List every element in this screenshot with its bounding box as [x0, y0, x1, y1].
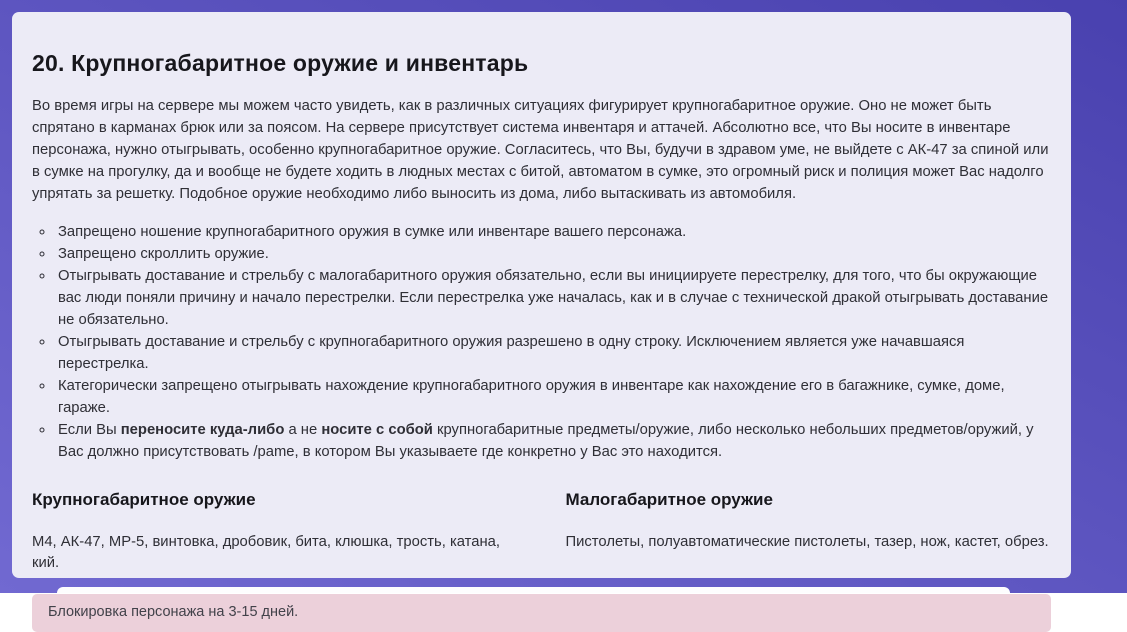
- next-page-edge: [57, 587, 1010, 593]
- rule-item-5: ◦ Категорически запрещено отыгрывать нахождение крупногабаритного оружия в инвентаре как нахождение его в багажнике, сумке, доме, гараже.: [55, 375, 1051, 419]
- page-title: 20. Крупногабаритное оружие и инвентарь: [32, 50, 529, 76]
- large-weapons-column: [32, 489, 518, 574]
- intro-paragraph: Во время игры на сервере мы можем часто увидеть, как в различных ситуациях фигурирует крупногабаритное оружие. Оно не может быть спрятано в карманах брюк или за поясом. На сервере присутствует система инвентаря и аттачей. Абсолютно все, что Вы носите в инвентаре персонажа, нужно отыгрывать, особенно крупногабаритное оружие. Согласитесь, что Вы, будучи в здравом уме, не выйдете с АК-47 за спиной или в сумке на прогулку, да и вообще не будете ходить в людных местах с битой, автоматом в сумке, это огромный риск и полиция может Вас надолго упрятать за решетку. Подобное оружие необходимо либо выносить из дома, либо вытаскивать из автомобиля.: [32, 98, 1049, 202]
- rules-card: [12, 12, 1071, 620]
- rule-bold-segment: носите с собой: [321, 422, 433, 438]
- rules-list: [32, 221, 1051, 463]
- rule-item-2: ◦ Запрещено скроллить оружие.: [55, 243, 1051, 265]
- rule-text-segment: крупногабаритные предметы/оружие, либо несколько небольших предметов/оружий, у Вас должно присутствовать /pame, в котором Вы указываете где конкретно у Вас это находится.: [58, 422, 1034, 460]
- small-weapons-list: Пистолеты, полуавтоматические пистолеты, тазер, нож, кастет, обрез.: [565, 534, 1049, 550]
- rule-text-segment: Если Вы: [58, 422, 121, 438]
- rule-item-4: ◦ Отыгрывать доставание и стрельбу с крупногабаритного оружия разрешено в одну строку. Исключением является уже начавшаяся перестрелка.: [55, 331, 1051, 375]
- rule-item-1: ◦ Запрещено ношение крупногабаритного оружия в сумке или инвентаре вашего персонажа.: [55, 221, 1051, 243]
- penalty-alert: [32, 594, 1051, 632]
- rule-item-3: ◦ Отыгрывать доставание и стрельбу с малогабаритного оружия обязательно, если вы инициируете перестрелку, для того, что бы окружающие вас люди поняли причину и начало перестрелки. Если перестрелка уже началась, как и в случае с технической дракой отыгрывать доставание не обязательно.: [55, 265, 1051, 331]
- rule-bold-segment: переносите куда-либо: [120, 422, 285, 438]
- large-weapons-heading: Крупногабаритное оружие: [32, 490, 256, 509]
- rule-item-6: [55, 419, 1051, 463]
- large-weapons-list: М4, АК-47, МР-5, винтовка, дробовик, бита, клюшка, трость, катана, кий.: [32, 534, 501, 571]
- weapons-columns: [32, 489, 1051, 574]
- small-weapons-column: [566, 489, 1052, 574]
- small-weapons-heading: Малогабаритное оружие: [565, 490, 773, 509]
- rule-text-segment: а не: [284, 422, 322, 438]
- penalty-text: Блокировка персонажа на 3-15 дней.: [48, 604, 299, 620]
